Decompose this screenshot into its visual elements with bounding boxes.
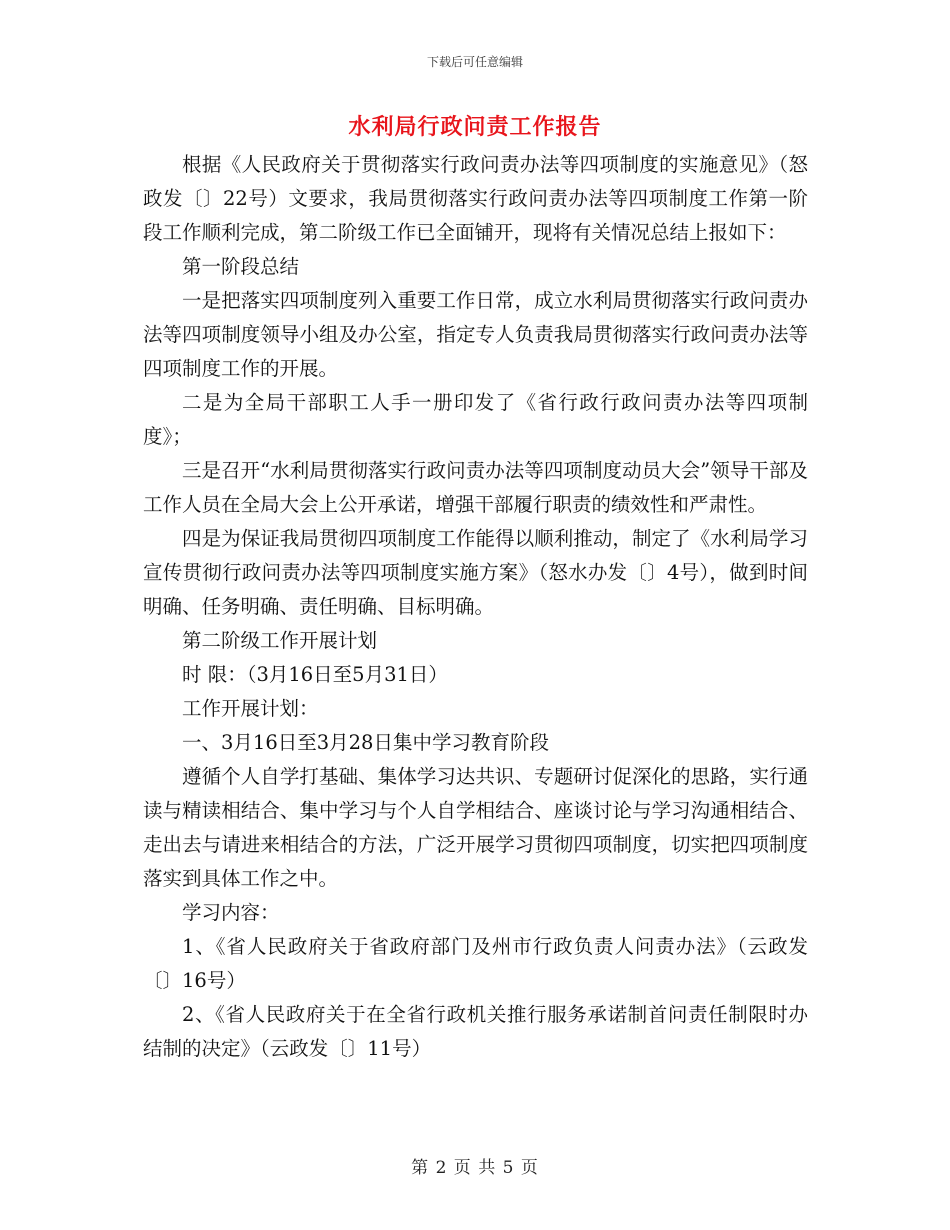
page-header-note: 下载后可任意编辑 xyxy=(426,55,523,69)
document-body xyxy=(143,148,808,1066)
paragraph-point-four: 四是为保证我局贯彻四项制度工作能得以顺利推动，制定了《水利局学习宣传贯彻行政问责办法等四项制度实施方案》（怒水办发〔〕4号），做到时间明确、任务明确、责任明确、目标明确。 xyxy=(143,527,808,618)
heading-phase-one-summary: 第一阶段总结 xyxy=(182,255,300,278)
page-number-footer: 第 2 页 共 5 页 xyxy=(411,1158,539,1178)
paragraph-point-one: 一是把落实四项制度列入重要工作日常，成立水利局贯彻落实行政问责办法等四项制度领导小组及办公室，指定专人负责我局贯彻落实行政问责办法等四项制度工作的开展。 xyxy=(143,289,808,380)
heading-phase-two-plan: 第二阶级工作开展计划 xyxy=(182,629,378,652)
heading-work-plan: 工作开展计划： xyxy=(182,697,319,720)
heading-study-content: 学习内容： xyxy=(182,901,280,924)
paragraph-intro: 根据《人民政府关于贯彻落实行政问责办法等四项制度的实施意见》（怒政发〔〕22号）文要求，我局贯彻落实行政问责办法等四项制度工作第一阶段工作顺利完成，第二阶级工作已全面铺开，现将有关情况总结上报如下： xyxy=(143,153,808,244)
paragraph-point-two: 二是为全局干部职工人手一册印发了《省行政行政问责办法等四项制度》； xyxy=(143,391,808,448)
paragraph-point-three: 三是召开“水利局贯彻落实行政问责办法等四项制度动员大会”领导干部及工作人员在全局大会上公开承诺，增强干部履行职责的绩效性和严肃性。 xyxy=(143,459,808,516)
paragraph-study-item-2: 2、《省人民政府关于在全省行政机关推行服务承诺制首问责任制限时办结制的决定》（云政发〔〕11号） xyxy=(143,1003,808,1060)
paragraph-time-limit: 时 限：（3月16日至5月31日） xyxy=(182,663,448,686)
paragraph-study-approach: 遵循个人自学打基础、集体学习达共识、专题研讨促深化的思路，实行通读与精读相结合、集中学习与个人自学相结合、座谈讨论与学习沟通相结合、走出去与请进来相结合的方法，广泛开展学习贯彻四项制度，切实把四项制度落实到具体工作之中。 xyxy=(143,765,808,890)
document-title: 水利局行政问责工作报告 xyxy=(348,114,602,140)
paragraph-study-item-1: 1、《省人民政府关于省政府部门及州市行政负责人问责办法》（云政发〔〕16号） xyxy=(143,935,808,992)
heading-stage-one: 一、3月16日至3月28日集中学习教育阶段 xyxy=(182,731,549,754)
